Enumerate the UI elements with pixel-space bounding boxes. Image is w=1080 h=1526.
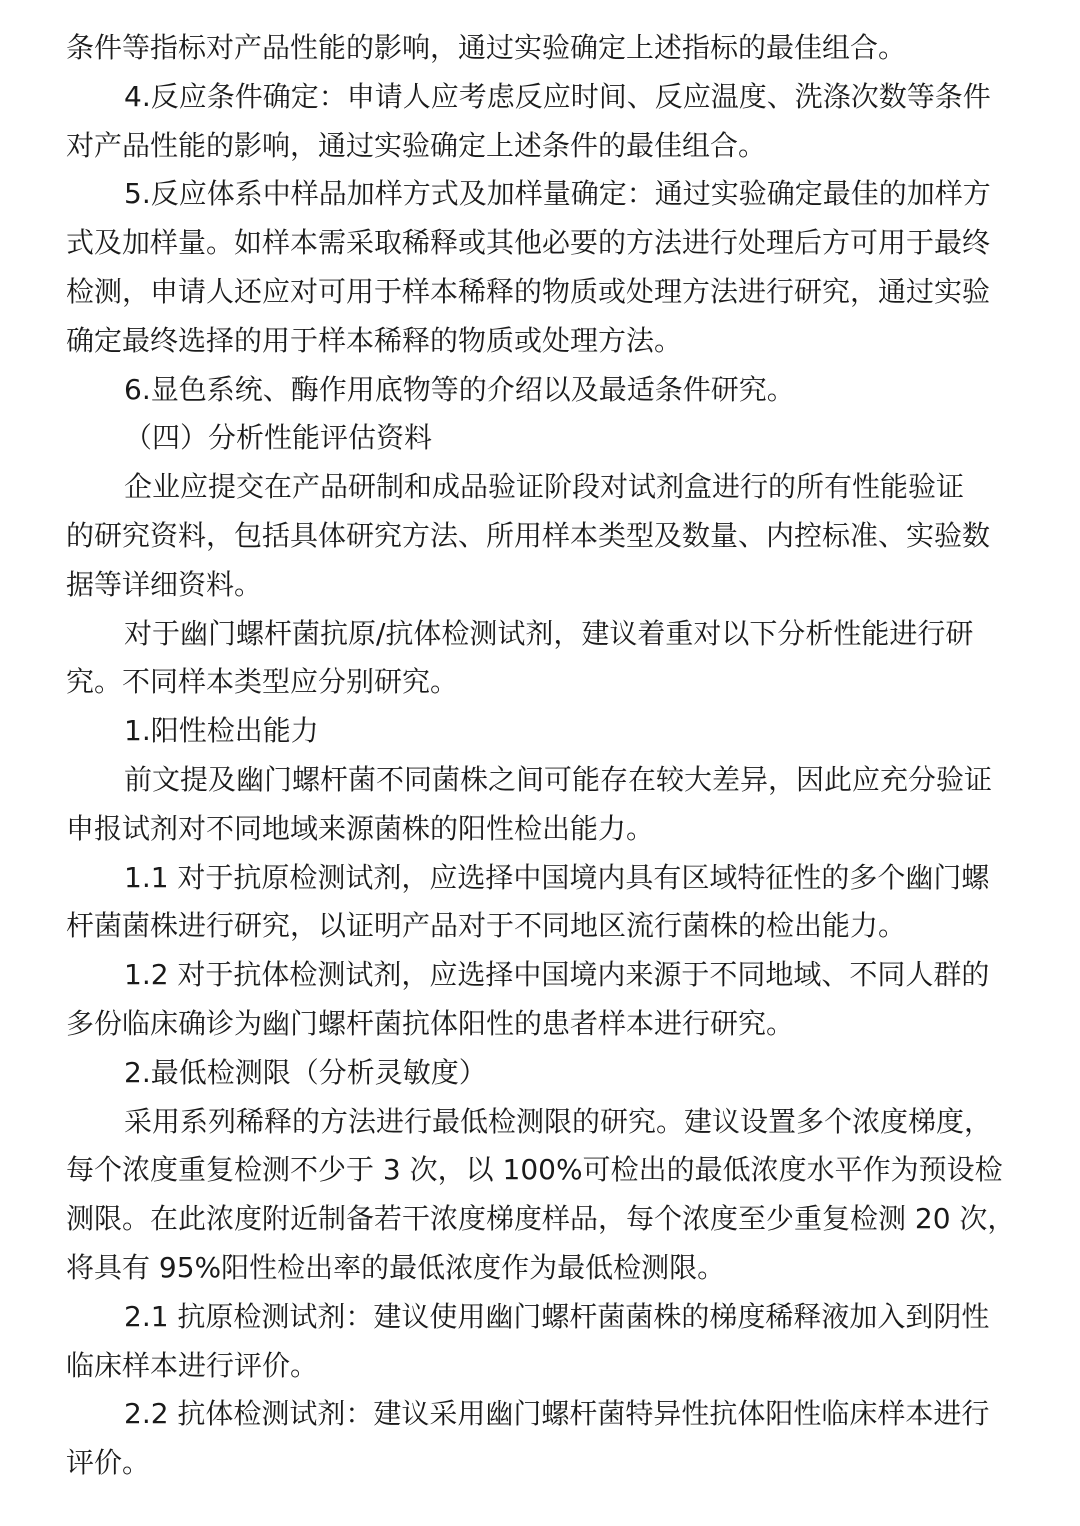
text-line: 检测，申请人还应对可用于样本稀释的物质或处理方法进行研究，通过实验 — [66, 274, 991, 308]
text-line: 5.反应体系中样品加样方式及加样量确定：通过实验确定最佳的加样方 — [124, 177, 991, 211]
text-line: 申报试剂对不同地域来源菌株的阳性检出能力。 — [66, 811, 655, 845]
text-line: 测限。在此浓度附近制备若干浓度梯度样品，每个浓度至少重复检测 20 次， — [66, 1202, 1016, 1236]
text-line: 1.1 对于抗原检测试剂，应选择中国境内具有区域特征性的多个幽门螺 — [124, 860, 990, 894]
subsection-heading: 1.阳性检出能力 — [124, 714, 319, 748]
text-line: 究。不同样本类型应分别研究。 — [66, 665, 459, 699]
text-line: 6.显色系统、酶作用底物等的介绍以及最适条件研究。 — [124, 372, 795, 406]
text-line: 条件等指标对产品性能的影响，通过实验确定上述指标的最佳组合。 — [66, 31, 907, 64]
text-line: 对产品性能的影响，通过实验确定上述条件的最佳组合。 — [66, 128, 767, 162]
text-line: 4.反应条件确定：申请人应考虑反应时间、反应温度、洗涤次数等条件 — [124, 79, 991, 113]
text-line: 2.1 抗原检测试剂：建议使用幽门螺杆菌菌株的梯度稀释液加入到阴性 — [124, 1299, 990, 1333]
text-line: 2.2 抗体检测试剂：建议采用幽门螺杆菌特异性抗体阳性临床样本进行 — [124, 1397, 990, 1431]
text-line: 企业应提交在产品研制和成品验证阶段对试剂盒进行的所有性能验证 — [124, 470, 965, 504]
text-line: 1.2 对于抗体检测试剂，应选择中国境内来源于不同地域、不同人群的 — [124, 958, 990, 992]
text-line: 评价。 — [66, 1446, 151, 1480]
text-line: 将具有 95%阳性检出率的最低浓度作为最低检测限。 — [66, 1250, 726, 1284]
text-line: 采用系列稀释的方法进行最低检测限的研究。建议设置多个浓度梯度， — [124, 1104, 993, 1138]
text-line: 据等详细资料。 — [66, 567, 263, 601]
text-line: 多份临床确诊为幽门螺杆菌抗体阳性的患者样本进行研究。 — [66, 1006, 795, 1040]
text-line: 每个浓度重复检测不少于 3 次，以 100%可检出的最低浓度水平作为预设检 — [66, 1153, 1003, 1187]
text-line: 杆菌菌株进行研究，以证明产品对于不同地区流行菌株的检出能力。 — [66, 909, 907, 943]
document-page — [66, 24, 1016, 1488]
text-line: 的研究资料，包括具体研究方法、所用样本类型及数量、内控标准、实验数 — [66, 518, 991, 552]
text-line: 对于幽门螺杆菌抗原/抗体检测试剂，建议着重对以下分析性能进行研 — [124, 616, 974, 650]
text-line: 式及加样量。如样本需采取稀释或其他必要的方法进行处理后方可用于最终 — [66, 226, 991, 260]
text-line: 临床样本进行评价。 — [66, 1348, 319, 1382]
section-heading: （四）分析性能评估资料 — [124, 421, 433, 455]
subsection-heading: 2.最低检测限（分析灵敏度） — [124, 1055, 487, 1089]
text-line: 确定最终选择的用于样本稀释的物质或处理方法。 — [66, 323, 683, 357]
text-line: 前文提及幽门螺杆菌不同菌株之间可能存在较大差异，因此应充分验证 — [124, 762, 993, 796]
